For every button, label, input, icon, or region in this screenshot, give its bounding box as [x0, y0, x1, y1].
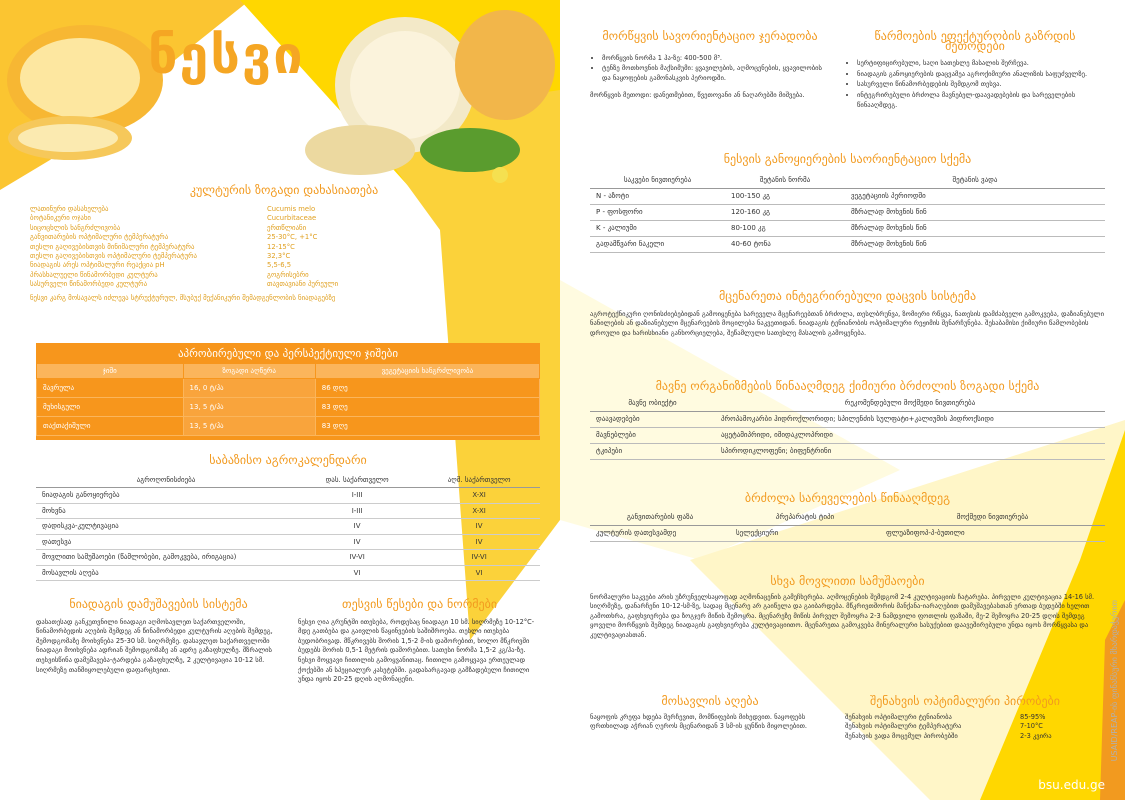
- agro-row: [36, 550, 540, 566]
- efficiency-list: [845, 59, 1105, 110]
- culture-row-value: 5,5-6,5: [267, 261, 292, 270]
- agro-row: [36, 519, 540, 535]
- fert-cell: 120-160 კგ: [725, 205, 845, 221]
- agro-header: დას. საქართველო: [296, 473, 418, 488]
- storage-key: შენახვის ოპტიმალური ტენიანობა: [845, 712, 952, 721]
- efficiency-heading: წარმოების ეფექტურობის გაზრდის მეთოდები: [874, 29, 1076, 53]
- ipm-heading: მცენარეთა ინტეგრირებული დაცვის სისტემა: [718, 289, 977, 303]
- culture-row: [30, 205, 538, 214]
- agro-cell: IV: [418, 534, 540, 550]
- weeds-cell: ფლუაზიფოპ-პ-ბუთილი: [880, 526, 1105, 542]
- fert-cell: N - აზოტი: [590, 189, 725, 205]
- fertilization-section: [590, 152, 1105, 253]
- fert-cell: 40-60 ტონა: [725, 237, 845, 253]
- efficiency-item: • სასურველი წინამორბედების შემდგომ თესვა.: [857, 80, 1105, 90]
- sowing-text: ნესვი ღია გრუნტში ითესება, როდესაც ნიადაგი 10 სმ. სიღრმეზე 10-12°C-მდე გათბება და გაივლის წაყინვების საშიშროება. თესლი ითესება ბუდობრივად. მწკრივებს შორის 1,5-2 მ-ის დაშორებით, ხოლო მწკრივში ბუდებს შორის 0,5-1 მეტრის დაშორებით. სათესი ნორმა 1,5-2 კგ/ჰა-ზე. ნესვი მოყვავი ჩითილის გამოყვანითაც. ჩითილი გამოყვავა ერთეულად ქოქებში ან სპეციალურ კასეტებში. გადასარგავად გამზადებული ჩითილი უნდა იყოს 20-25 დღის აღმონაცენი.: [298, 617, 535, 684]
- pests-header: რეკომენდებული მოქმედი ნივთიერება: [715, 396, 1105, 412]
- culture-section: [30, 183, 538, 302]
- pests-cell: დაავადებები: [590, 412, 715, 428]
- culture-row-value: 32,3°C: [267, 251, 291, 260]
- agro-cell: ნიადაგის განოყიერება: [36, 488, 296, 504]
- pests-cell: ტკიპები: [590, 444, 715, 460]
- weeds-section: [590, 491, 1105, 542]
- other-text: ნორმალური საკვები არის უზრუნველსაყოფად აღმონაცენის გამეჩხერება. აღმოცენების შემდგომ 2-4 კულტივაციის ჩატარება. პირველი კულტივაცია 14-16 სმ. სიღრმეზე, დანარჩენი 10-12-სმ-ზე, სადაც მცენარე არ გაიწელა და გაიბარდება. მწკრივთშორის მანქანა-იარაღებით დამუშავებასთან ერთად ბუდებში ხელით გამოთხრა, გაფხვიერება და ზოგჯერ მიწის შემოყრა. მცენარეზე მიწის პირველ შემოყრა 2-3 ნამდვილი ფოთლის ფაზაში, მე-2 შემოყრა 20-25 დღის შემდეგ ყოველი მორწყვის შემდეგ ნიადაგის გაფხვიერება კულტივაციითო. მცენარეთა გამოკვება მინერალური სასუქებით დაავეშირებული უნდა იყოს მორწყვასა და კულტივაციასთან.: [590, 592, 1095, 639]
- fert-row: [590, 221, 1105, 237]
- other-heading: სხვა მოვლითი სამუშაოები: [770, 574, 925, 588]
- culture-row-value: Cucumis melo: [267, 205, 316, 213]
- culture-row-value: გოგრისებრი: [267, 270, 309, 279]
- varieties-header: ჯიში: [37, 364, 184, 379]
- fert-cell: ვეგეტაციის პერიოდში: [845, 189, 1105, 205]
- storage-row: [845, 732, 1085, 742]
- pests-row: [590, 444, 1105, 460]
- varieties-header: ზოგადი აღწერა: [183, 364, 315, 379]
- pests-cell: სპიროდიკლოფენი; ბიფენტრინი: [715, 444, 1105, 460]
- storage-value: 2-3 კვირა: [1020, 731, 1052, 740]
- agro-cell: IV: [296, 519, 418, 535]
- agro-cell: IV: [418, 519, 540, 535]
- fert-cell: 80-100 კგ: [725, 221, 845, 237]
- agro-cell: მოსავლის აღება: [36, 565, 296, 581]
- culture-row: [30, 280, 538, 289]
- agro-table: [36, 473, 540, 581]
- pests-section: [590, 379, 1105, 460]
- pests-heading: მავნე ორგანიზმების წინააღმდეგ ქიმიური ბრძოლის ზოგადი სქემა: [655, 379, 1040, 393]
- fert-cell: P - ფოსფორი: [590, 205, 725, 221]
- weeds-heading: ბრძოლა სარეველების წინააღმდეგ: [744, 491, 951, 505]
- weeds-row: [590, 526, 1105, 542]
- agro-cell: IV: [296, 534, 418, 550]
- fert-cell: მზრალად მოხვნის წინ: [845, 205, 1105, 221]
- fert-cell: მზრალად მოხვნის წინ: [845, 221, 1105, 237]
- culture-heading: კულტურის ზოგადი დახასიათება: [189, 183, 379, 197]
- culture-row: [30, 243, 538, 252]
- culture-note: ნესვი კარგ მოსავალს იძლევა სტრუქტურულ, მსუბუქ მექანიკური შემადგენლობის ნიადაგებზე: [30, 293, 336, 302]
- fert-row: [590, 189, 1105, 205]
- fert-header: საკვები ნივთიერება: [590, 173, 725, 189]
- storage-key: შენახვის ვადა მოცემულ პირობებში: [845, 731, 958, 740]
- agro-row: [36, 503, 540, 519]
- page-title: ნესვი: [148, 26, 305, 86]
- irrigation-list: [590, 54, 830, 84]
- agro-row: [36, 565, 540, 581]
- soil-text: დასათესად განკუთვნილი ნიადაგი აღმოსავლეთ საქართველოში, წინამორბედის აღების შემდეგ ან წინამორბედი კულტურის აღების შემდეგ, შემოდგომაზე მოიხვნება 25-30 სმ. სიღრმეზე. დასავლეთ საქართველოში ნიადაგი მოიხვნება ადრიან შემოდგომაზე ან ადრე გაზაფხულზე. შზრალის თესვისწინა დამუშავება-ტარდება გაზაფხულზე, 2 კულტივაცია 10-12 სმ. სიღრმეზე თანმიყოლებული დაფარცხვით.: [36, 617, 273, 674]
- storage-section: [845, 694, 1085, 741]
- agro-cell: მოხვნა: [36, 503, 296, 519]
- fert-cell: K - კალიუმი: [590, 221, 725, 237]
- storage-key: შენახვის ოპტიმალური ტემპერატურა: [845, 722, 962, 731]
- agro-calendar-section: [36, 453, 540, 581]
- pests-row: [590, 428, 1105, 444]
- weeds-cell: კულტურის დათესვამდე: [590, 526, 730, 542]
- agro-header: აღმ. საქართველო: [418, 473, 540, 488]
- varieties-cell: 13, 5 ტ/ჰა: [183, 417, 315, 436]
- fert-header: შეტანის ნორმა: [725, 173, 845, 189]
- culture-row: [30, 261, 538, 270]
- agro-cell: დადისკვა-კულტივაცია: [36, 519, 296, 535]
- irrigation-heading: მორწყვის სავორიენტაციო ჯერადობა: [602, 29, 818, 43]
- pests-header: მავნე ობიექტი: [590, 396, 715, 412]
- fert-cell: 100-150 კგ: [725, 189, 845, 205]
- varieties-cell: თაქთაქიშული: [37, 417, 184, 436]
- storage-row: [845, 713, 1085, 723]
- varieties-row: [37, 379, 540, 398]
- irrigation-item: • ტენზე მოთხოვნის მაქსიმუმი: ყვავილების, აღმოცენების, ყვავილობის და ნაყოფების გამონასკვის პერიოდში.: [602, 64, 830, 83]
- varieties-row: [37, 417, 540, 436]
- fert-row: [590, 237, 1105, 253]
- storage-row: [845, 722, 1085, 732]
- agro-cell: VI: [418, 565, 540, 581]
- sponsor-text: USAID/REAP-ის ფინანსური მხარდაჭერით: [1110, 600, 1119, 762]
- efficiency-section: [845, 29, 1105, 111]
- varieties-heading: აპრობირებული და პერსპექტიული ჯიშები: [177, 347, 399, 360]
- culture-row-value: ერთწლიანი: [267, 223, 307, 232]
- irrigation-item: • მორწყვის ნორმა 1 ჰა-ზე: 400-500 მ³.: [602, 54, 830, 64]
- harvest-text: ნაყოფის კრეფა ხდება შერჩევით, მომწიფების მიხედვით. ნაყოფებს ფრთხილად აჭრიან ღეროს მცენარიდან 3 სმ-ის ყუნწის მიყოლებით.: [590, 712, 808, 731]
- pests-cell: მავნებლები: [590, 428, 715, 444]
- fert-heading: ნესვის განოყიერების საორიენტაციო სქემა: [723, 152, 972, 166]
- agro-cell: I-III: [296, 503, 418, 519]
- agro-row: [36, 488, 540, 504]
- pests-cell: პროპამოკარბი ჰიდროქლორიდი; სპილენძის სულფატი+კალიუმის ჰიდროქსიდი: [715, 412, 1105, 428]
- varieties-cell: 83 დღე: [315, 417, 539, 436]
- culture-row-key: ნიადაგის არეს ოპტიმალური რეაქცია pH: [30, 261, 165, 270]
- agro-cell: IV-VI: [296, 550, 418, 566]
- varieties-cell: 86 დღე: [315, 379, 539, 398]
- ipm-text: აგროტექნიკური ღონისძიებებიდან გამოიყენება სარეველა მცენარეებთან ბრძოლა, თესლბრუნვა, ზომიერი რწყვა, ნათესის დამძაბველი გამოკვება, დაზიანებული ნანილების ან დაზიანებული მცენარეების მოცილება ნაკვეთიდან. ნიადაგის ტენიანობის ოპტიმალური რეჟიმის შენარჩუნება. შესაბამისი ქიმიური წამლობების დროული და ხარისხიანი განხორციელება, შეწამლული სათესლე მასალის გამოყენება.: [590, 309, 1104, 337]
- culture-row-key: ლათინური დასახელება: [30, 205, 109, 213]
- varieties-cell: 16, 0 ტ/ჰა: [183, 379, 315, 398]
- pests-table: [590, 396, 1105, 461]
- sowing-heading: თესვის წესები და ნორმები: [341, 597, 498, 611]
- culture-row: [30, 233, 538, 242]
- varieties-cell: 13, 5 ტ/ჰა: [183, 398, 315, 417]
- varieties-header: ვეგეტაციის ხანგრძლივობა: [315, 364, 539, 379]
- weeds-header: მოქმედი ნივთიერება: [880, 510, 1105, 526]
- pests-cell: აცეტამიპრიდი, იმიდაკლოპრიდი: [715, 428, 1105, 444]
- agro-header: აგროღონისძიება: [36, 473, 296, 488]
- varieties-row: [37, 398, 540, 417]
- fert-table: [590, 173, 1105, 254]
- agro-cell: დათესვა: [36, 534, 296, 550]
- site-link[interactable]: bsu.edu.ge: [1038, 778, 1105, 792]
- agro-row: [36, 534, 540, 550]
- weeds-cell: სელექციური: [730, 526, 880, 542]
- culture-row-key: სასურველი წინამორბედი კულტურა: [30, 280, 148, 289]
- irrigation-method: მორწყვის მეთოდი: დანეთმებით, წვეთოვანი ან ნაღარებში მიშვება.: [590, 91, 805, 100]
- efficiency-item: • სერტიფიცირებული, საღი სათესლე მასალის შერჩევა.: [857, 59, 1105, 69]
- fert-cell: მზრალად მოხვნის წინ: [845, 237, 1105, 253]
- efficiency-item: • ნიადაგის განოყიერების დაცვამეა აგროქიმიური ანალიზის საფუძველზე.: [857, 70, 1105, 80]
- culture-row: [30, 224, 538, 233]
- fert-cell: გადამწვარი ნაკელი: [590, 237, 725, 253]
- weeds-header: განვითარების ფაზა: [590, 510, 730, 526]
- culture-row-key: განვითარების ოპტიმალური ტემპერატურა: [30, 233, 169, 242]
- culture-row: [30, 214, 538, 223]
- efficiency-item: • ინტეგრირებული ბრძოლა მავნებელ-დაავადებების და სარეველების წინააღმდეგ.: [857, 91, 1105, 110]
- soil-section: [36, 597, 281, 675]
- agro-cell: X-XI: [418, 488, 540, 504]
- storage-value: 7-10°C: [1020, 722, 1043, 731]
- culture-row-key: სიცოცხლის ხანგრძლივობა: [30, 223, 121, 232]
- culture-row-key: პრასხალუელი წინამორბედი კულტურა: [30, 270, 158, 279]
- culture-row: [30, 252, 538, 261]
- storage-heading: შენახვის ოპტიმალური პირობები: [870, 694, 1060, 708]
- culture-row-value: 12-15°C: [267, 242, 295, 251]
- weeds-header: პრეპარატის ტიპი: [730, 510, 880, 526]
- culture-rows: [30, 205, 538, 290]
- agro-cell: X-XI: [418, 503, 540, 519]
- culture-row-value: Cucurbitaceae: [267, 214, 317, 223]
- agro-cell: VI: [296, 565, 418, 581]
- harvest-section: [590, 694, 830, 732]
- culture-row-key: თესლი გაღივებისთვის ოპტიმალური ტემპერატურა: [30, 251, 198, 260]
- varieties-cell: შავრულა: [37, 379, 184, 398]
- agro-cell: IV-VI: [418, 550, 540, 566]
- fert-header: შეტანის ვადა: [845, 173, 1105, 189]
- weeds-table: [590, 510, 1105, 543]
- sowing-section: [298, 597, 541, 685]
- varieties-section: [36, 343, 540, 440]
- ipm-section: [590, 289, 1105, 338]
- culture-row-value: 25-30°C, +1°C: [267, 233, 318, 242]
- harvest-heading: მოსავლის აღება: [661, 694, 759, 708]
- varieties-cell: მუხისგული: [37, 398, 184, 417]
- agro-cell: I-III: [296, 488, 418, 504]
- storage-rows: [845, 713, 1085, 742]
- soil-heading: ნიადაგის დამუშავების სისტემა: [69, 597, 248, 611]
- other-works-section: [590, 574, 1105, 641]
- culture-row-key: ბოტანიკური ოჯახი: [30, 214, 91, 223]
- culture-row: [30, 271, 538, 280]
- irrigation-section: [590, 29, 830, 101]
- varieties-cell: 83 დღე: [315, 398, 539, 417]
- culture-row-value: თავთავიანი პურეული: [267, 280, 339, 289]
- varieties-table: [36, 363, 540, 436]
- agro-heading: საბაზისო აგროკალენდარი: [209, 453, 367, 467]
- agro-cell: მოვლითი სამუშაოები (წამლობები, გამოკვება, ირიგაცია): [36, 550, 296, 566]
- storage-value: 85-95%: [1020, 712, 1046, 721]
- pests-row: [590, 412, 1105, 428]
- culture-row-key: თესლი გაღივებისთვის მინიმალური ტემპერატურა: [30, 242, 195, 251]
- fert-row: [590, 205, 1105, 221]
